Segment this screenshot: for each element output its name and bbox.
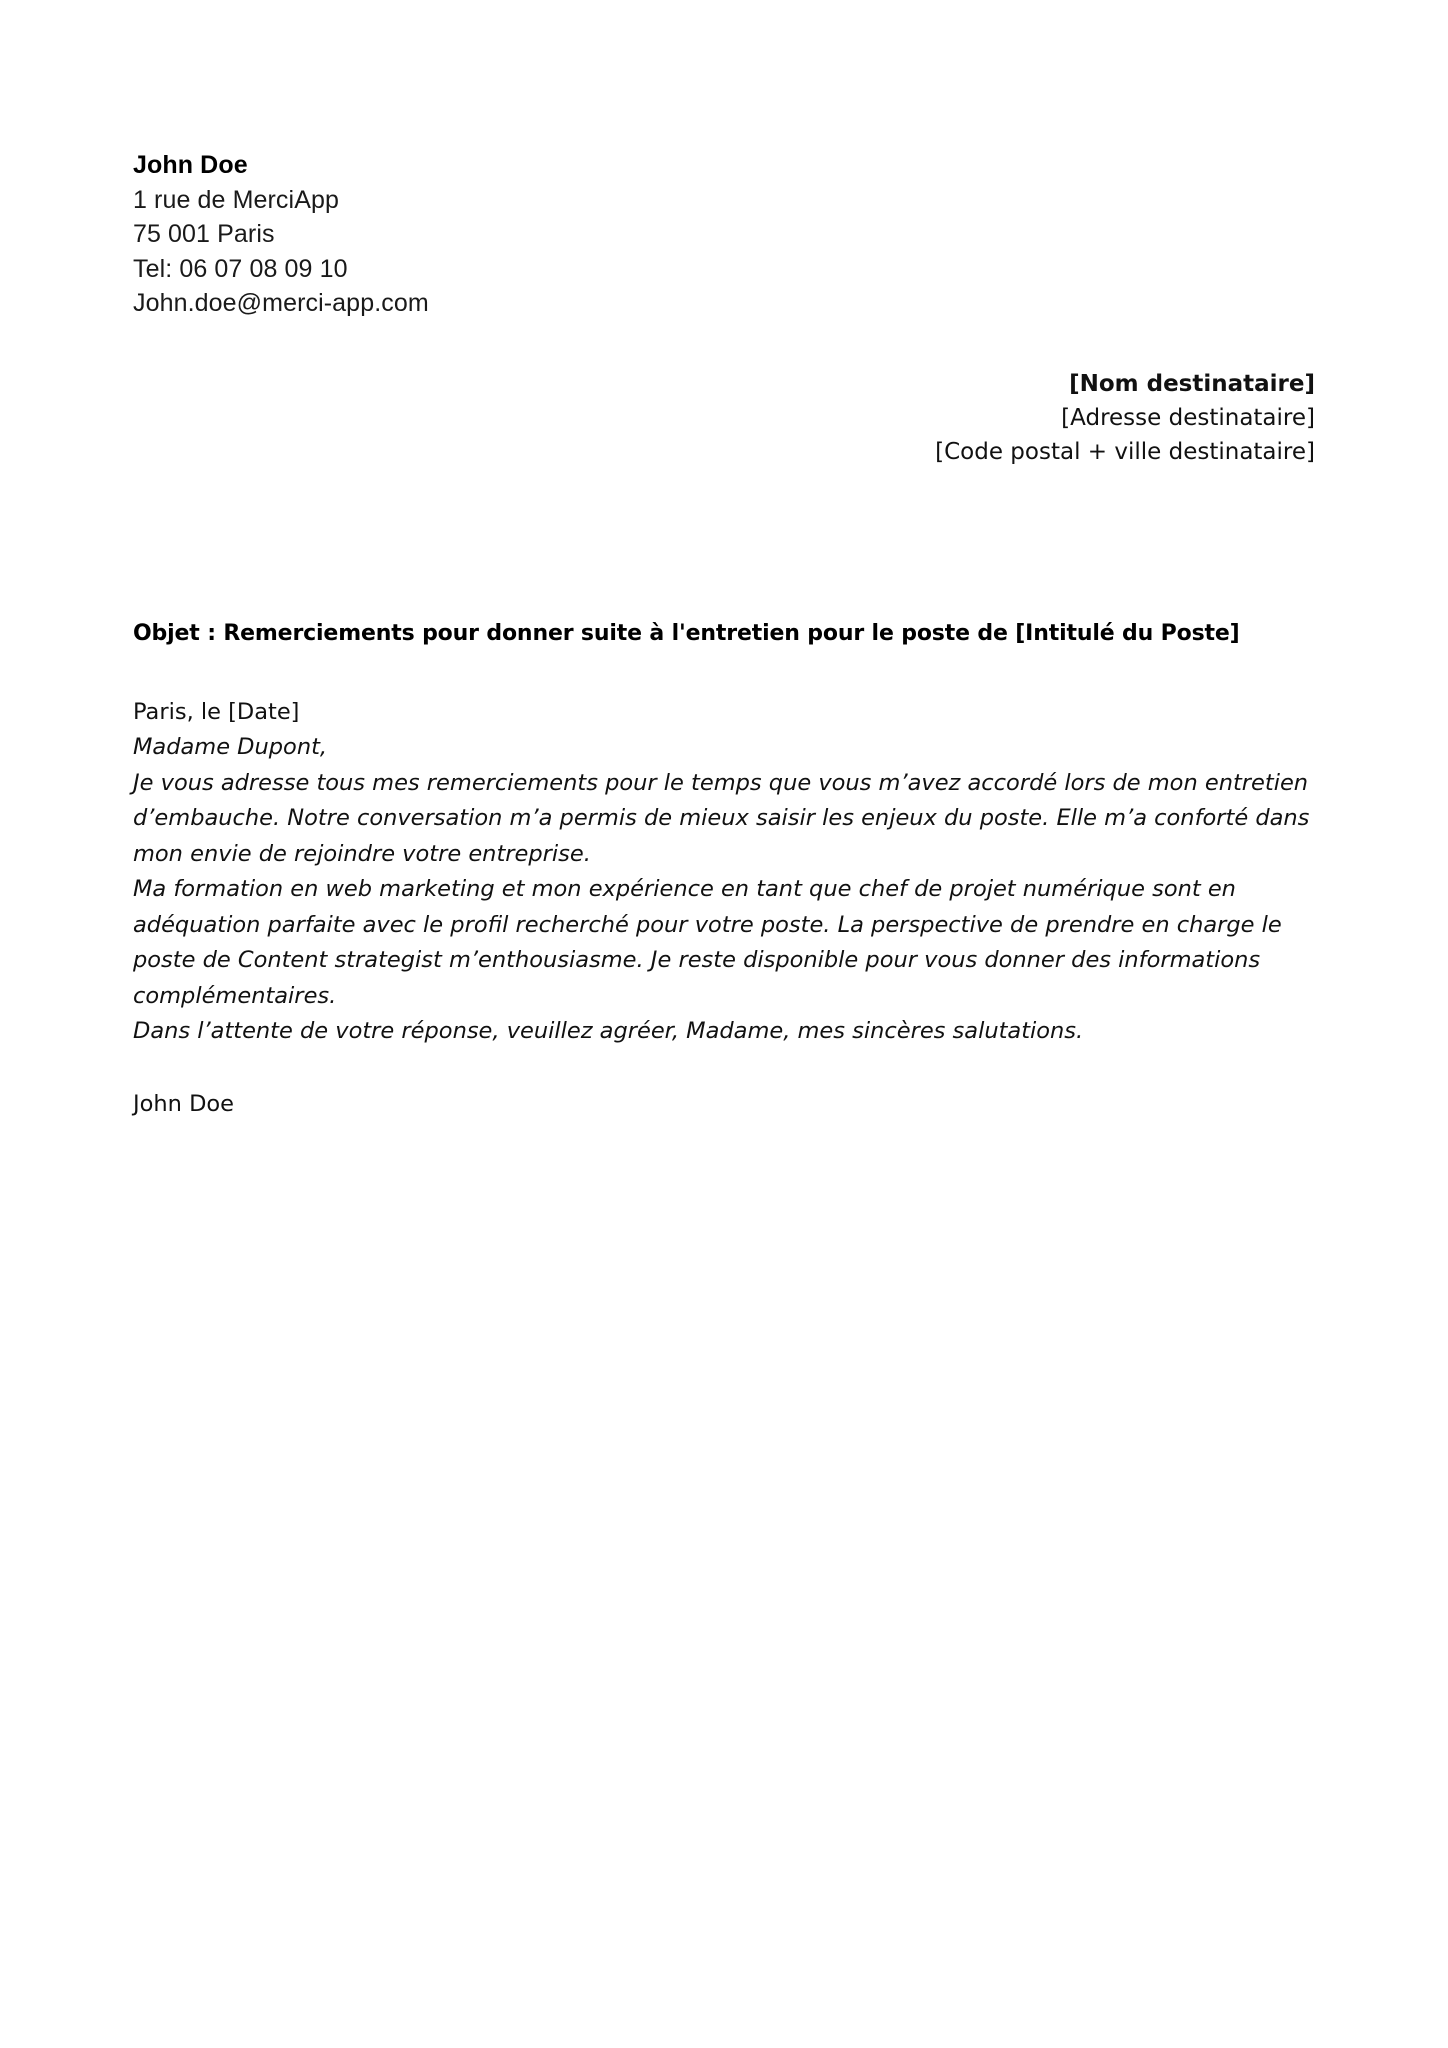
recipient-address: [Adresse destinataire] xyxy=(1061,404,1315,431)
body-paragraph-1: Je vous adresse tous mes remerciements pour le temps que vous m’avez accordé lors de mon entretien d’embauche. Notre conversation m’a permis de mieux saisir les enjeux du poste. Elle m’a conforté dans mon envie de rejoindre votre entreprise. xyxy=(133,769,1310,867)
sender-name: John Doe xyxy=(133,151,248,179)
recipient-name: [Nom destinataire] xyxy=(1069,370,1315,397)
recipient-block xyxy=(133,367,1315,469)
sender-phone: Tel: 06 07 08 09 10 xyxy=(133,254,348,283)
salutation: Madame Dupont, xyxy=(133,734,328,760)
body-paragraph-2: Ma formation en web marketing et mon expérience en tant que chef de projet numérique sont en adéquation parfaite avec le profil recherché pour votre poste. La perspective de prendre en charge le poste de Content strategist m’enthousiasme. Je reste disponible pour vous donner des informations complémentaires. xyxy=(133,876,1282,1009)
sender-block xyxy=(133,148,1315,321)
recipient-postal-city: [Code postal + ville destinataire] xyxy=(935,438,1315,465)
letter-body xyxy=(133,695,1315,1050)
signature: John Doe xyxy=(133,1090,235,1117)
sender-address-line: 1 rue de MerciApp xyxy=(133,185,339,214)
subject-line: Objet : Remerciements pour donner suite à l'entretien pour le poste de [Intitulé du Poste] xyxy=(133,620,1240,646)
date-line: Paris, le [Date] xyxy=(133,698,300,725)
sender-postal-city: 75 001 Paris xyxy=(133,220,275,248)
closing-line: Dans l’attente de votre réponse, veuillez agréer, Madame, mes sincères salutations. xyxy=(133,1018,1084,1044)
letter-content xyxy=(133,148,1315,1122)
sender-email: John.doe@merci-app.com xyxy=(133,289,429,317)
